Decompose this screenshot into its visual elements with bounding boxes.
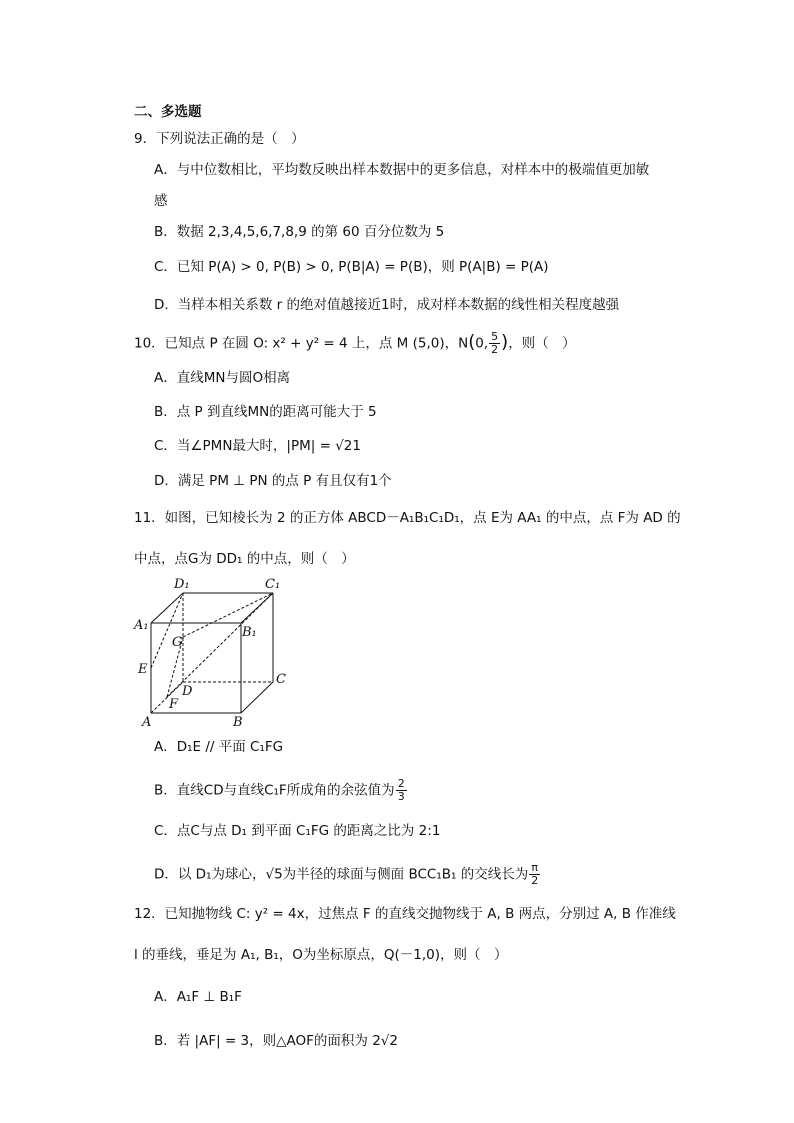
question-11-option-a: A．D₁E // 平面 C₁FG xyxy=(154,739,284,755)
question-9-stem: 9．下列说法正确的是（ ） xyxy=(134,131,305,147)
label-a: A xyxy=(142,715,152,729)
question-11-option-d-fraction: $\frac{\pi}{2}$ xyxy=(531,861,539,887)
label-b1: B₁ xyxy=(242,625,257,640)
label-g: G xyxy=(172,635,183,650)
question-12-option-a: A．A₁F ⊥ B₁F xyxy=(154,989,242,1005)
question-9-option-a-cont: 感 xyxy=(154,193,168,209)
question-10-fraction: $\frac{5}{2}$ xyxy=(491,330,499,356)
question-11-option-d-text: D．以 D₁为球心，√5为半径的球面与侧面 BCC₁B₁ 的交线长为 xyxy=(154,866,529,883)
label-d1: D₁ xyxy=(174,577,190,592)
cube-figure xyxy=(132,574,292,729)
label-e: E xyxy=(138,662,148,677)
question-10-option-c: C．当∠PMN最大时，|PM| = √21 xyxy=(154,438,361,454)
question-11-option-b-text: B．直线CD与直线C₁F所成角的余弦值为 xyxy=(154,782,395,799)
question-9-option-a: A．与中位数相比，平均数反映出样本数据中的更多信息，对样本中的极端值更加敏 xyxy=(154,162,650,178)
label-f: F xyxy=(169,697,179,712)
question-11-stem-line-2: 中点，点G为 DD₁ 的中点，则（ ） xyxy=(134,551,355,567)
question-12-stem-line-2: l 的垂线，垂足为 A₁, B₁，O为坐标原点，Q(－1,0)，则（ ） xyxy=(134,947,508,963)
question-11-option-c: C．点C与点 D₁ 到平面 C₁FG 的距离之比为 2:1 xyxy=(154,823,441,839)
question-10-stem-b: ，则（ ） xyxy=(508,335,576,352)
question-9-option-d: D．当样本相关系数 r 的绝对值越接近1时，成对样本数据的线性相关程度越强 xyxy=(154,297,620,313)
edge-bc xyxy=(241,682,273,713)
label-b: B xyxy=(233,715,243,729)
question-11-option-b xyxy=(154,778,408,803)
segment-gc1 xyxy=(183,593,273,637)
label-a1: A₁ xyxy=(134,618,149,633)
question-10-option-b: B．点 P 到直线MN的距离可能大于 5 xyxy=(154,404,377,420)
question-11-option-b-fraction: $\frac{2}{3}$ xyxy=(397,777,405,803)
question-12-stem-line-1: 12．已知抛物线 C: y² = 4x，过焦点 F 的直线交抛物线于 A, B 两点，分别过 A, B 作准线 xyxy=(134,906,676,922)
label-d: D xyxy=(182,684,193,699)
edge-a1d1 xyxy=(151,593,183,623)
question-10-option-a: A．直线MN与圆O相离 xyxy=(154,370,291,386)
question-12-option-b: B．若 |AF| = 3，则△AOF的面积为 2√2 xyxy=(154,1033,398,1049)
question-10-option-d: D．满足 PM ⊥ PN 的点 P 有且仅有1个 xyxy=(154,473,392,489)
label-c: C xyxy=(276,672,286,687)
question-10-stem: 10．已知点 P 在圆 O: x² + y² = 4 上，点 M (5,0)，N(0, $\frac{5}{2}$ )，则（ ） xyxy=(134,330,576,356)
question-9-option-c: C．已知 P(A) > 0, P(B) > 0, P(B|A) = P(B)，则 P(A|B) = P(A) xyxy=(154,259,549,275)
question-11-stem-line-1: 11．如图，已知棱长为 2 的正方体 ABCD－A₁B₁C₁D₁，点 E为 AA₁ 的中点，点 F为 AD 的 xyxy=(134,510,681,526)
label-c1: C₁ xyxy=(265,577,281,592)
question-10-stem-a: 10．已知点 P 在圆 O: x² + y² = 4 上，点 M (5,0)，N xyxy=(134,335,469,352)
question-9-option-b: B．数据 2,3,4,5,6,7,8,9 的第 60 百分位数为 5 xyxy=(154,224,445,240)
question-11-option-d xyxy=(154,862,541,887)
section-title: 二、多选题 xyxy=(134,104,202,120)
